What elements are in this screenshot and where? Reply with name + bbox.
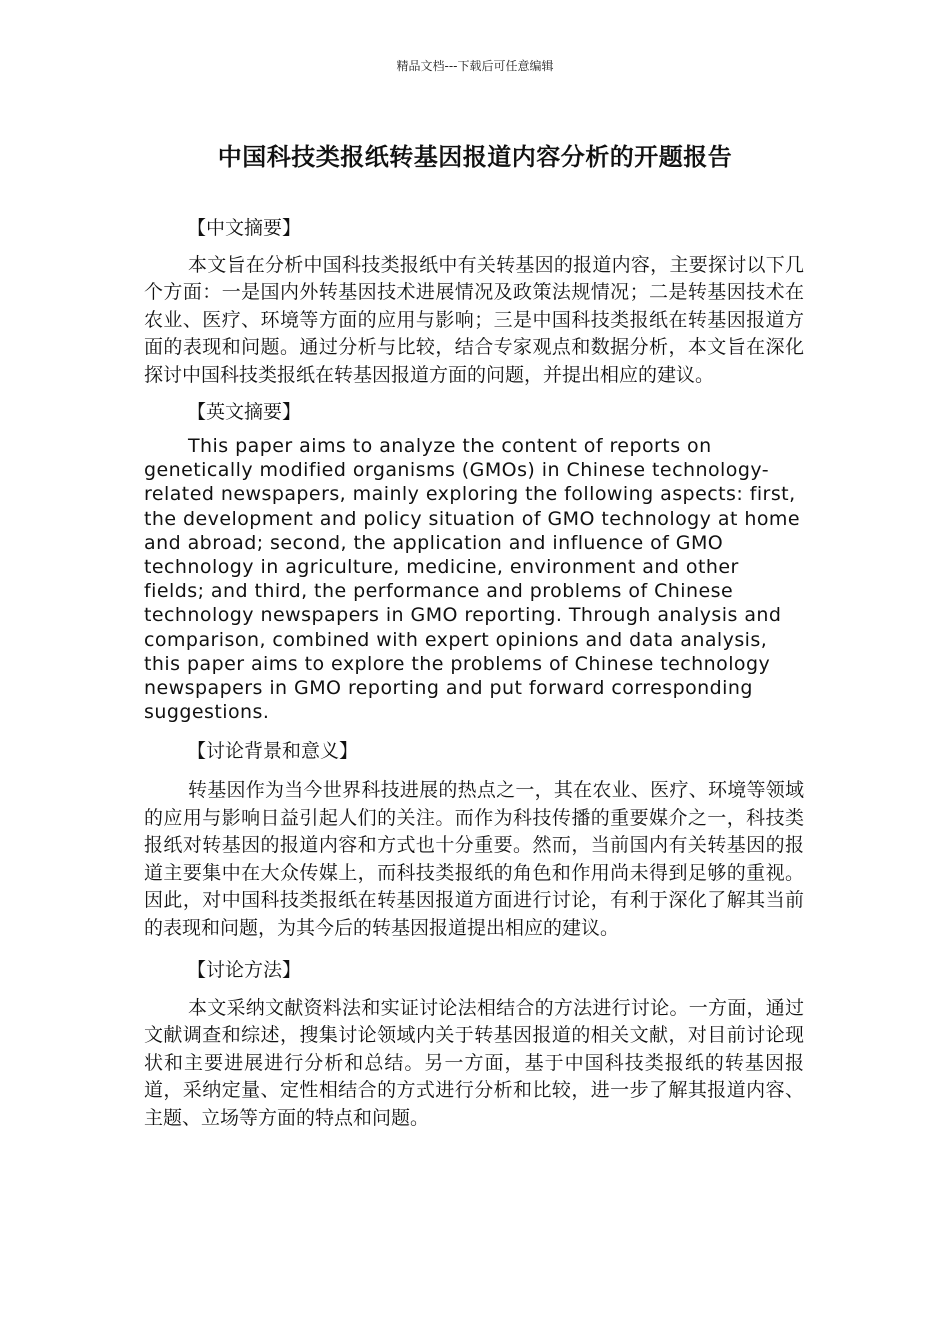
background-paragraph: 转基因作为当今世界科技进展的热点之一，其在农业、医疗、环境等领域的应用与影响日益引起人们的关注。而作为科技传播的重要媒介之一，科技类报纸对转基因的报道内容和方式也十分重要。然而，当前国内有关转基因的报道主要集中在大众传媒上，而科技类报纸的角色和作用尚未得到足够的重视。因此，对中国科技类报纸在转基因报道方面进行讨论，有利于深化了解其当前的表现和问题，为其今后的转基因报道提出相应的建议。 xyxy=(144,779,804,939)
section-heading-background: 【讨论背景和意义】 xyxy=(187,740,359,763)
english-abstract-paragraph: This paper aims to analyze the content of reports on genetically modified organisms (GMOs) in Chinese technology-related newspapers, mainly exploring the following aspects: first, the development and policy situation of GMO technology at home and abroad; second, the application and influence of GMO technology in agriculture, medicine, environment and other fields; and third, the performance and problems of Chinese technology newspapers in GMO reporting. Through analysis and comparison, combined with expert opinions and data analysis, this paper aims to explore the problems of Chinese technology newspapers in GMO reporting and put forward corresponding suggestions. xyxy=(144,435,801,724)
page-header-note: 精品文档---下载后可任意编辑 xyxy=(396,59,554,73)
section-heading-chinese-abstract: 【中文摘要】 xyxy=(187,217,302,239)
section-heading-english-abstract: 【英文摘要】 xyxy=(187,401,302,424)
section-heading-method: 【讨论方法】 xyxy=(187,958,302,981)
method-paragraph: 本文采纳文献资料法和实证讨论法相结合的方法进行讨论。一方面，通过文献调查和综述，搜集讨论领域内关于转基因报道的相关文献，对目前讨论现状和主要进展进行分析和总结。另一方面，基于中国科技类报纸的转基因报道，采纳定量、定性相结合的方式进行分析和比较，进一步了解其报道内容、主题、立场等方面的特点和问题。 xyxy=(144,996,804,1129)
document-body xyxy=(144,212,804,1132)
document-title: 中国科技类报纸转基因报道内容分析的开题报告 xyxy=(217,143,733,171)
chinese-abstract-paragraph: 本文旨在分析中国科技类报纸中有关转基因的报道内容，主要探讨以下几个方面：一是国内外转基因技术进展情况及政策法规情况；二是转基因技术在农业、医疗、环境等方面的应用与影响；三是中国科技类报纸在转基因报道方面的表现和问题。通过分析与比较，结合专家观点和数据分析，本文旨在深化探讨中国科技类报纸在转基因报道方面的问题，并提出相应的建议。 xyxy=(144,254,804,386)
